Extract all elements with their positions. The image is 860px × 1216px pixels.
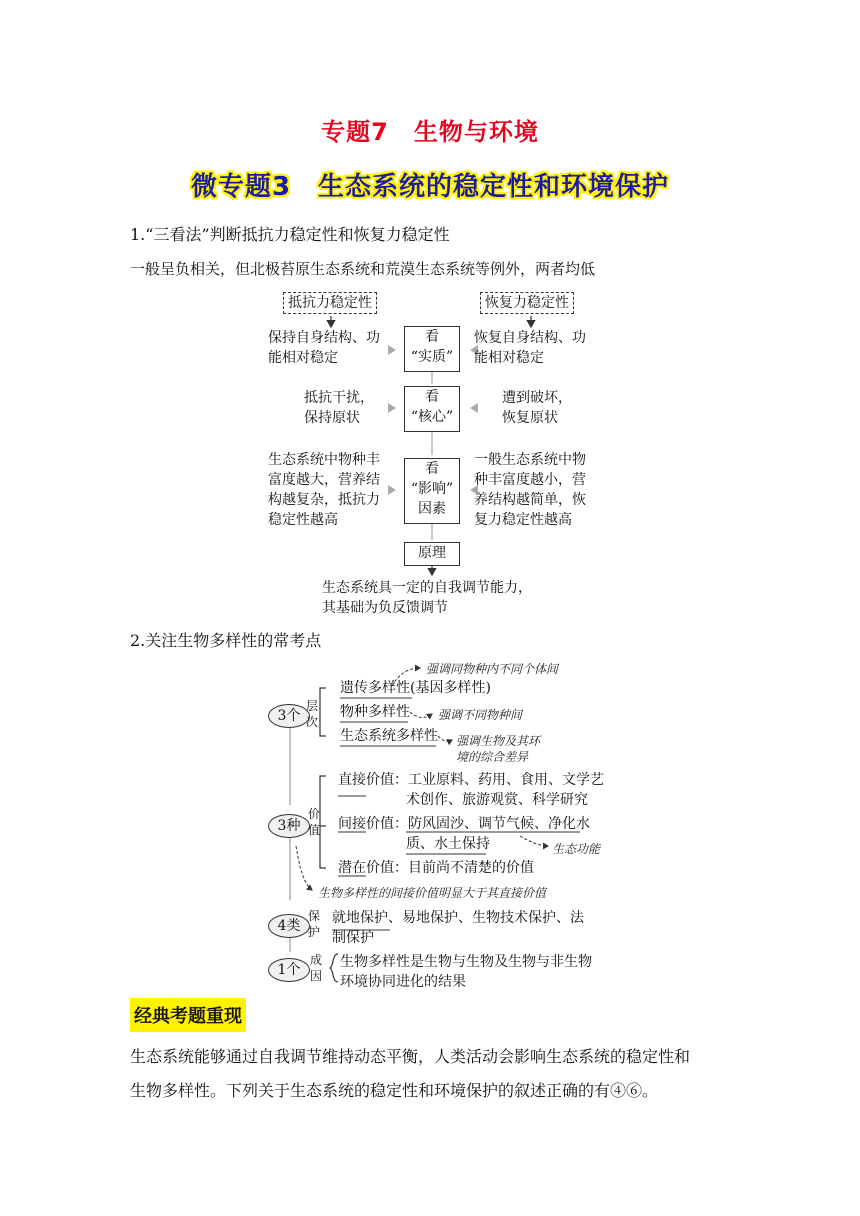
values-label-2: 值: [308, 823, 321, 837]
node-4-categories-label: [308, 908, 320, 940]
left-factors-line1: 生态系统中物种丰: [268, 452, 380, 468]
look-factors-line1: 看: [425, 461, 439, 477]
look-essence-box: [404, 326, 460, 372]
left-core-line2: 保持原状: [304, 410, 360, 426]
right-essence-line1: 恢复自身结构、功: [474, 330, 586, 346]
left-essence-line2: 能相对稳定: [268, 350, 338, 366]
left-essence-line1: 保持自身结构、功: [268, 330, 380, 346]
ecosystem-diversity: 生态系统多样性: [340, 728, 438, 744]
cause-label-1: 成: [310, 953, 323, 967]
principle-text: [322, 578, 532, 618]
right-factors-line1: 一般生态系统中物: [474, 452, 586, 468]
resilience-stability-box: 恢复力稳定性: [480, 292, 574, 314]
section1-heading: 1.“三看法”判断抵抗力稳定性和恢复力稳定性: [130, 225, 450, 244]
right-factors-text: [474, 450, 586, 530]
section-label-classic-questions: 经典考题重现: [130, 998, 246, 1032]
right-factors-line2: 种丰富度越小，营: [474, 472, 586, 488]
page-title: 专题7 生物与环境: [321, 118, 539, 146]
direct-value-line1: 直接价值：工业原料、药用、食用、文学艺: [338, 772, 604, 788]
note-genetic: 强调同物种内不同个体间: [426, 662, 559, 676]
right-core-line1: 遭到破坏，: [502, 390, 572, 406]
look-factors-box: [404, 458, 460, 524]
look-essence-line1: 看: [425, 329, 439, 345]
right-essence-text: [474, 328, 586, 368]
species-diversity: 物种多样性: [340, 704, 410, 720]
protection-types: [332, 908, 584, 948]
genetic-diversity: 遗传多样性(基因多样性): [340, 680, 491, 696]
left-factors-text: [268, 450, 380, 530]
look-factors-line2: “影响”: [410, 481, 454, 497]
protection-line1: 就地保护、易地保护、生物技术保护、法: [332, 910, 584, 926]
note-species: 强调不同物种间: [438, 708, 523, 722]
right-factors-line4: 复力稳定性越高: [474, 512, 572, 528]
left-factors-line3: 构越复杂，抵抗力: [268, 492, 380, 508]
node-1-cause: 1个: [268, 958, 310, 982]
cause-line1: 生物多样性是生物与生物及生物与非生物: [340, 954, 592, 970]
node-3-levels: 3个: [268, 704, 310, 728]
node-4-categories: 4类: [268, 914, 310, 938]
resistance-stability-box: 抵抗力稳定性: [283, 292, 377, 314]
node-3-levels-label: [306, 698, 318, 730]
look-essence-line2: “实质”: [410, 349, 454, 365]
section1-note: 一般呈负相关，但北极苔原生态系统和荒漠生态系统等例外，两者均低: [130, 260, 596, 278]
protection-label-2: 护: [308, 925, 321, 939]
left-essence-text: [268, 328, 380, 368]
question-para-2: 生物多样性。下列关于生态系统的稳定性和环境保护的叙述正确的有④⑥。: [130, 1081, 659, 1100]
question-para-1: 生态系统能够通过自我调节维持动态平衡，人类活动会影响生态系统的稳定性和: [130, 1047, 691, 1066]
node-3-values-label: [308, 806, 320, 838]
principle-box: 原理: [404, 542, 460, 566]
look-factors-line3: 因素: [418, 501, 446, 517]
indirect-value-line1: 间接价值：防风固沙、调节气候、净化水: [338, 816, 590, 832]
look-core-line1: 看: [425, 389, 439, 405]
cause-text: [340, 952, 592, 992]
right-essence-line2: 能相对稳定: [474, 350, 544, 366]
principle-line1: 生态系统具一定的自我调节能力，: [322, 580, 532, 596]
indirect-value-line2: 质、水土保持: [406, 836, 490, 852]
section2-heading: 2.关注生物多样性的常考点: [130, 631, 322, 650]
note-indirect-vs-direct: 生物多样性的间接价值明显大于其直接价值: [318, 886, 547, 900]
direct-value-line2: 术创作、旅游观赏、科学研究: [406, 792, 588, 808]
note-ecosystem-2: 境的综合差异: [456, 750, 529, 764]
direct-value: [338, 770, 604, 810]
cause-line2: 环境协同进化的结果: [340, 974, 466, 990]
node-3-values: 3种: [268, 814, 310, 838]
note-eco-function: 生态功能: [552, 842, 601, 856]
look-core-line2: “核心”: [410, 409, 454, 425]
principle-line2: 其基础为负反馈调节: [322, 600, 448, 616]
node-1-cause-label: [310, 952, 322, 984]
look-core-box: [404, 386, 460, 432]
right-core-text: [502, 388, 572, 428]
levels-label-2: 次: [306, 715, 319, 729]
protection-label-1: 保: [308, 909, 321, 923]
values-label-1: 价: [308, 807, 321, 821]
left-core-text: [304, 388, 374, 428]
cause-label-2: 因: [310, 969, 323, 983]
protection-line2: 制保护: [332, 930, 374, 946]
right-core-line2: 恢复原状: [502, 410, 558, 426]
note-ecosystem-1: 强调生物及其环: [456, 734, 541, 748]
left-core-line1: 抵抗干扰，: [304, 390, 374, 406]
levels-label-1: 层: [306, 699, 319, 713]
left-factors-line2: 富度越大，营养结: [268, 472, 380, 488]
potential-value: 潜在价值：目前尚不清楚的价值: [338, 860, 534, 876]
page-subtitle: 微专题3 生态系统的稳定性和环境保护: [190, 172, 670, 202]
left-factors-line4: 稳定性越高: [268, 512, 338, 528]
right-factors-line3: 养结构越简单，恢: [474, 492, 586, 508]
